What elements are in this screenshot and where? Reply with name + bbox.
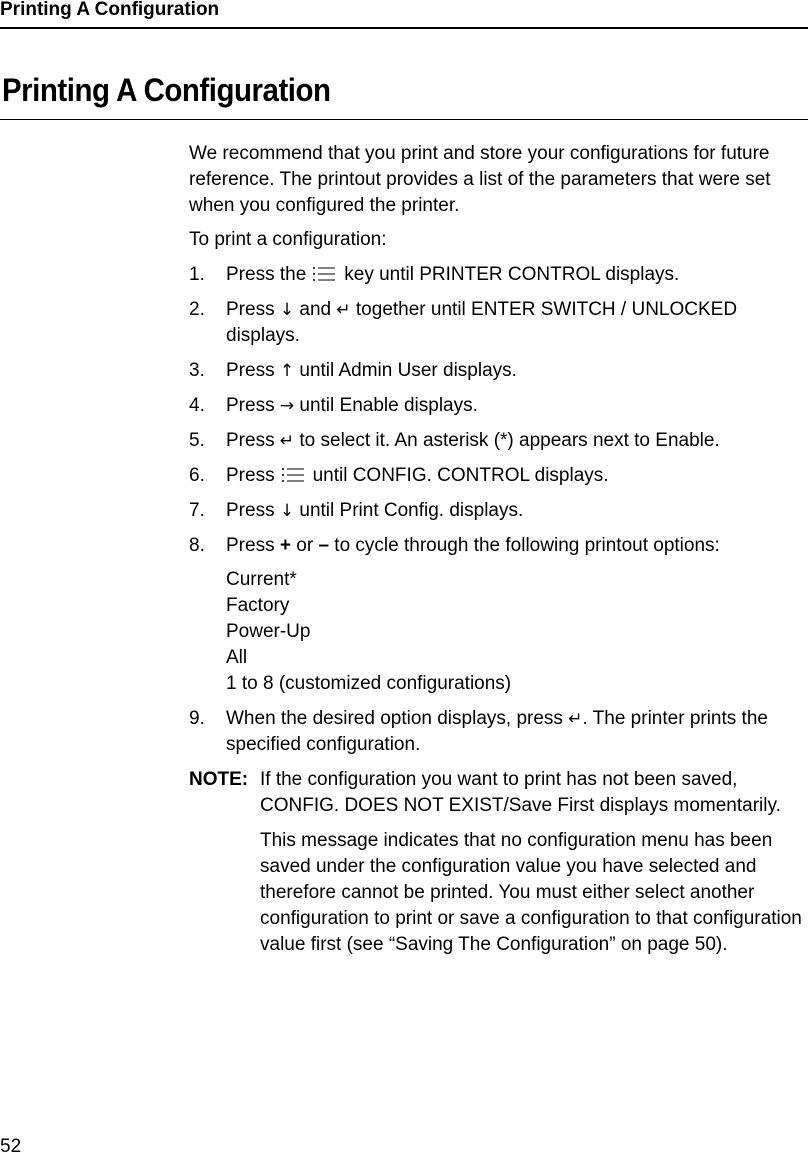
step-text: [226, 498, 805, 524]
step-text-part: and: [299, 299, 332, 320]
step-text-part: Press: [226, 430, 275, 451]
step-text-part: Press: [226, 360, 275, 381]
step-text: [226, 533, 805, 559]
lead-paragraph: To print a configuration:: [189, 229, 387, 250]
note-body: [260, 767, 805, 958]
step-text-part: together until ENTER SWITCH / UNLOCKED displays.: [226, 299, 738, 346]
step-text: [226, 706, 805, 758]
step-5: [189, 428, 805, 454]
step-number: 7.: [189, 500, 205, 521]
step-6: [189, 463, 805, 489]
step-number: 4.: [189, 395, 205, 416]
page-number: 52: [0, 1136, 22, 1157]
step-number: 5.: [189, 430, 205, 451]
step-text-part: When the desired option displays, press: [226, 708, 563, 729]
intro-paragraph: We recommend that you print and store your configurations for future reference. The printout provides a list of the parameters that were set when you configured the printer.: [189, 143, 771, 216]
note-paragraph: This message indicates that no configuration menu has been saved under the configuration value you have selected and therefore cannot be printed. You must either select another configuration to print or save a configuration to that configuration value first (see “Saving The Configuration” on page 50).: [260, 830, 802, 955]
step-text-part: to select it. An asterisk (*) appears next to Enable.: [299, 430, 720, 451]
step-text-part: or: [296, 535, 314, 556]
step-text-part: Press: [226, 395, 275, 416]
step-text-part: Press: [226, 299, 275, 320]
option-item: Current*: [226, 569, 297, 590]
note-label: NOTE:: [189, 769, 249, 790]
step-text: [226, 262, 805, 288]
step-text: [226, 463, 805, 489]
down-arrow-icon: ↓: [279, 501, 295, 521]
step-text-part: until Admin User displays.: [299, 360, 517, 381]
step-text-part: Press: [226, 535, 275, 556]
step-1: [189, 262, 805, 288]
note-paragraph: If the configuration you want to print has not been saved, CONFIG. DOES NOT EXIST/Save First displays momentarily.: [260, 769, 781, 816]
main-content: [189, 141, 805, 958]
step-number: 8.: [189, 535, 205, 556]
step-number: 1.: [189, 264, 205, 285]
step-number: 3.: [189, 360, 205, 381]
page-title: Printing A Configuration: [2, 72, 331, 108]
minus-key: –: [318, 535, 330, 556]
step-text-part: until Print Config. displays.: [299, 500, 524, 521]
step-text-part: Press: [226, 500, 275, 521]
step-8: [189, 533, 805, 559]
step-text: [226, 297, 805, 349]
note-block: [189, 767, 805, 958]
menu-key-icon: [310, 265, 338, 283]
step-text-part: . The printer prints the specified configuration.: [226, 708, 768, 755]
header-rule: [0, 27, 808, 29]
step-3: [189, 358, 805, 384]
step-text: [226, 428, 805, 454]
step-4: [189, 393, 805, 419]
step-text-part: until CONFIG. CONTROL displays.: [312, 465, 609, 486]
menu-key-icon: [279, 466, 307, 484]
step-2: [189, 297, 805, 349]
printout-options-list: [226, 567, 805, 697]
down-arrow-icon: ↓: [279, 300, 295, 320]
step-9: [189, 706, 805, 758]
title-rule: [0, 119, 808, 120]
step-text-part: key until PRINTER CONTROL displays.: [344, 264, 680, 285]
step-number: 9.: [189, 708, 205, 729]
up-arrow-icon: ↑: [279, 361, 295, 381]
plus-key: +: [279, 535, 291, 556]
step-text: [226, 393, 805, 419]
running-header: Printing A Configuration: [0, 0, 220, 20]
option-item: Power-Up: [226, 621, 311, 642]
option-item: All: [226, 647, 248, 668]
enter-key-icon: ↵: [279, 431, 295, 451]
option-item: Factory: [226, 595, 290, 616]
right-arrow-icon: →: [279, 396, 295, 416]
option-item: 1 to 8 (customized configurations): [226, 673, 512, 694]
step-7: [189, 498, 805, 524]
step-text: [226, 358, 805, 384]
step-text-part: Press the: [226, 264, 307, 285]
enter-key-icon: ↵: [336, 300, 351, 320]
step-text-part: to cycle through the following printout options:: [334, 535, 720, 556]
step-number: 6.: [189, 465, 205, 486]
step-number: 2.: [189, 299, 205, 320]
step-text-part: until Enable displays.: [299, 395, 478, 416]
enter-key-icon: ↵: [568, 709, 583, 729]
step-text-part: Press: [226, 465, 275, 486]
